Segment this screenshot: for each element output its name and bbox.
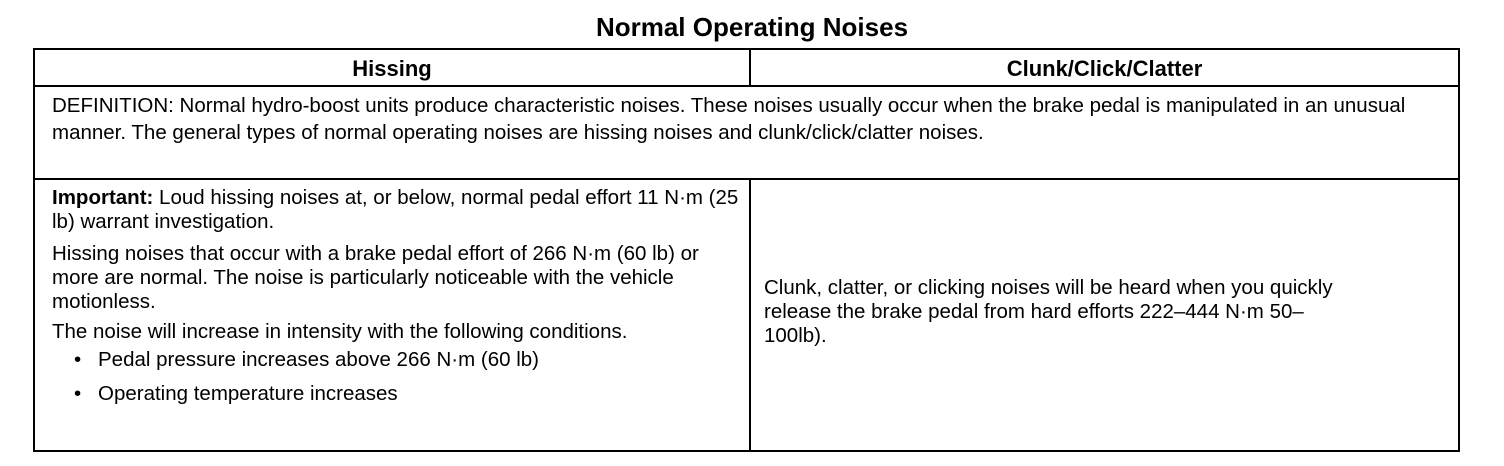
- hissing-paragraph: Hissing noises that occur with a brake pedal effort of 266 N·m (60 lb) or more are normal. The noise is particularly noticeable with the vehicle motionless.: [52, 242, 699, 313]
- conditions-list: [52, 348, 739, 406]
- important-note: [52, 186, 739, 234]
- conditions-intro: The noise will increase in intensity with the following conditions.: [52, 320, 628, 343]
- hissing-cell: [35, 180, 749, 416]
- bullet-icon: •: [74, 382, 82, 405]
- bullet-icon: •: [74, 348, 82, 371]
- list-item: • Pedal pressure increases above 266 N·m (60 lb): [74, 348, 539, 371]
- list-item: • Operating temperature increases: [74, 382, 398, 405]
- important-label: Important:: [52, 186, 154, 209]
- definition-row: DEFINITION: Normal hydro-boost units produce characteristic noises. These noises usually occur when the brake pedal is manipulated in an unusual manner. The general types of normal operating noises are hissing noises and clunk/click/clatter noises.: [35, 87, 1458, 180]
- column-divider-top: [749, 50, 751, 87]
- noises-table: [33, 48, 1460, 452]
- clunk-cell: Clunk, clatter, or clicking noises will be heard when you quickly release the brake pedal from hard efforts 222–444 N·m 50–100lb).: [764, 276, 1333, 347]
- column-header-hissing: Hissing: [352, 56, 432, 81]
- column-header-clunk: Clunk/Click/Clatter: [1006, 56, 1203, 81]
- table-header-row: [35, 50, 1458, 87]
- important-text: Loud hissing noises at, or below, normal pedal effort 11 N·m (25 lb) warrant investigation.: [52, 186, 739, 233]
- page-title: Normal Operating Noises: [595, 12, 909, 42]
